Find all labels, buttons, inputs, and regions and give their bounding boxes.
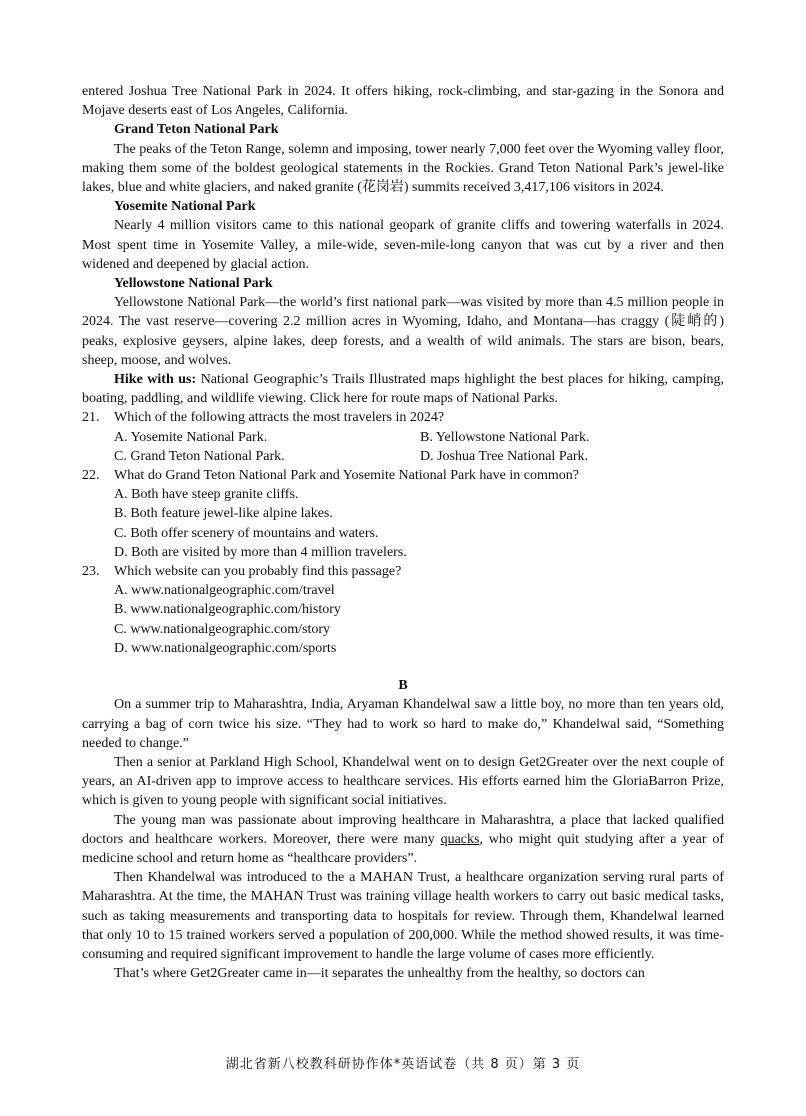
page-footer: 湖北省新八校教科研协作体*英语试卷（共 8 页）第 3 页 [225,1057,581,1072]
passage-b-paragraph-4: Then Khandelwal was introduced to the a MAHAN Trust, a healthcare organization serving rural parts of Maharashtra. At the time, the MAHAN Trust was training village health workers to carry out basic medical tasks, such as taking measurements and transporting data to hospitals for review. Through them, Khandelwal learned that only 10 to 15 trained workers served a population of 200,000. While the method showed results, it was time-consuming and required significant improvement to handle the large volume of cases more efficiently. [82,870,724,962]
question-stem: Which website can you probably find this passage? [114,564,402,580]
question-stem: Which of the following attracts the most travelers in 2024? [114,410,445,426]
question-number: 21. [82,410,100,426]
question-stem: What do Grand Teton National Park and Yosemite National Park have in common? [114,468,579,484]
question-number: 23. [82,564,100,580]
option-a: A. Yosemite National Park. [114,429,268,445]
option-c: C. Both offer scenery of mountains and waters. [114,525,379,541]
question-21-options [82,428,724,466]
passage-b-paragraph-2: Then a senior at Parkland High School, Khandelwal went on to design Get2Greater over the next couple of years, an AI-driven app to improve access to healthcare services. His efforts earned him the GloriaBarron Prize, which is given to young people with significant social initiatives. [82,754,724,809]
question-22 [82,466,724,485]
passage-a-intro-tail: entered Joshua Tree National Park in 2024. It offers hiking, rock-climbing, and star-gazing in the Sonora and Mojave deserts east of Los Angeles, California. [82,84,724,119]
paragraph-3-end: , who might quit studying after a year of medicine school and return home as “healthcare providers”. [82,831,724,866]
paragraph-3-start: The young man was passionate about improving healthcare in Maharashtra, a place that lacked qualified doctors and healthcare workers. Moreover, there were many [82,812,724,847]
passage-b-paragraph-1: On a summer trip to Maharashtra, India, Aryaman Khandelwal saw a little boy, no more than ten years old, carrying a bag of corn twice his size. “They had to work so hard to make do,” Khandelwal said, “Something needed to change.” [82,697,724,751]
option-b: B. www.nationalgeographic.com/history [114,602,341,618]
option-d: D. Both are visited by more than 4 million travelers. [114,544,407,560]
passage-b-paragraph-3 [82,811,724,869]
hike-label: Hike with us: [114,372,197,388]
question-number: 22. [82,468,100,484]
section-heading-yellowstone: Yellowstone National Park [114,276,273,292]
option-a: A. www.nationalgeographic.com/travel [114,583,335,599]
option-b: B. Yellowstone National Park. [420,429,590,445]
option-b: B. Both feature jewel-like alpine lakes. [114,506,333,522]
option-d: D. Joshua Tree National Park. [420,448,588,464]
exam-page [82,82,724,983]
underlined-word-quacks: quacks [440,831,480,847]
question-23 [82,562,724,581]
section-body-grand-teton: The peaks of the Teton Range, solemn and imposing, tower nearly 7,000 feet over the Wyoming valley floor, making them some of the boldest geological statements in the Rockies. Grand Teton National Park’s jewel-like lakes, blue and white glaciers, and naked granite (花岗岩) summits received 3,417,106 visitors in 2024. [82,141,724,196]
option-d: D. www.nationalgeographic.com/sports [114,640,337,656]
section-body-yosemite: Nearly 4 million visitors came to this national geopark of granite cliffs and towering waterfalls in 2024. Most spent time in Yosemite Valley, a mile-wide, seven-mile-long canyon that was cut by a river and then widened and deepened by glacial action. [82,218,724,272]
section-label-b: B [398,678,408,694]
section-body-yellowstone: Yellowstone National Park—the world’s first national park—was visited by more than 4.5 million people in 2024. The vast reserve—covering 2.2 million acres in Wyoming, Idaho, and Montana—has craggy (陡峭的) peaks, explosive geysers, alpine lakes, deep forests, and a wealth of wild animals. The stars are bison, bears, sheep, moose, and wolves. [82,295,724,368]
hike-text: National Geographic’s Trails Illustrated maps highlight the best places for hiking, camping, boating, paddling, and wildlife viewing. Click here for route maps of National Parks. [82,372,724,407]
section-heading-grand-teton: Grand Teton National Park [114,122,279,138]
option-c: C. Grand Teton National Park. [114,448,285,464]
question-21 [82,408,724,427]
passage-b-paragraph-5: That’s where Get2Greater came in—it separates the unhealthy from the healthy, so doctors can [114,966,645,982]
section-heading-yosemite: Yosemite National Park [114,199,256,215]
option-a: A. Both have steep granite cliffs. [114,487,299,503]
hike-paragraph [82,370,724,408]
option-c: C. www.nationalgeographic.com/story [114,621,331,637]
